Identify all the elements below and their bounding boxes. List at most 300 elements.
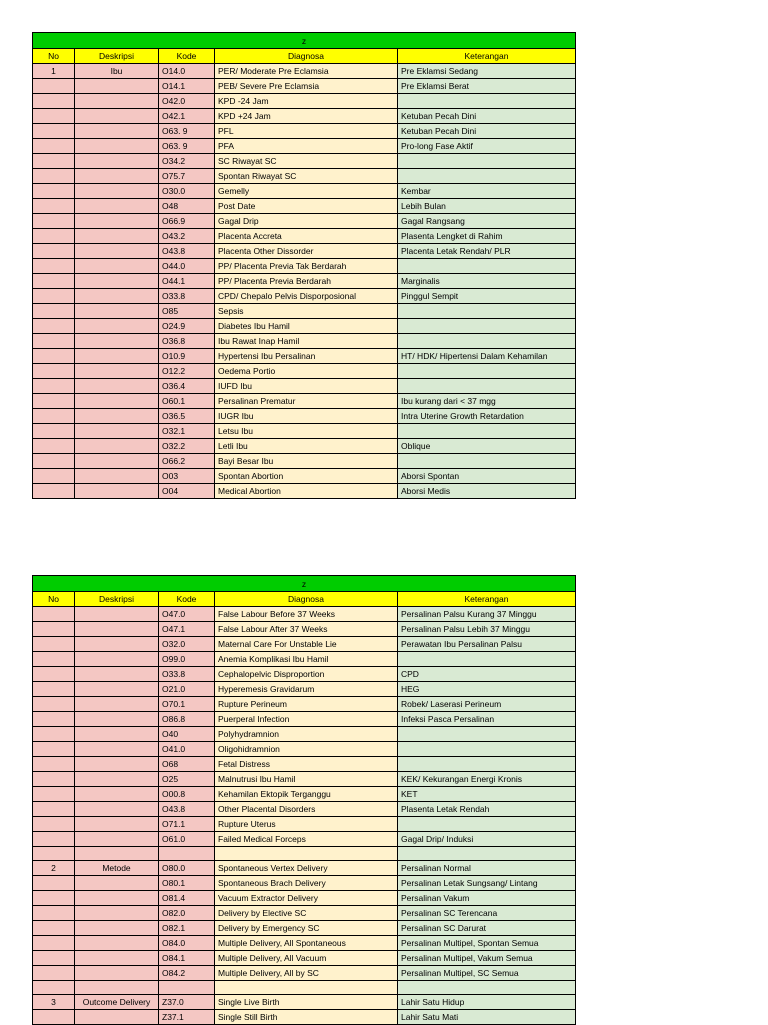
cell-keterangan: Placenta Letak Rendah/ PLR <box>398 244 576 259</box>
cell-diagnosa: Ibu Rawat Inap Hamil <box>215 334 398 349</box>
cell-kode: O24.9 <box>159 319 215 334</box>
table-row <box>33 154 576 169</box>
table-row <box>33 802 576 817</box>
table-row <box>33 409 576 424</box>
table-row <box>33 772 576 787</box>
cell-no <box>33 379 75 394</box>
cell-diagnosa: KPD -24 Jam <box>215 94 398 109</box>
cell-keterangan: Robek/ Laserasi Perineum <box>398 697 576 712</box>
cell-keterangan <box>398 454 576 469</box>
cell-keterangan: Persalinan Multipel, SC Semua <box>398 966 576 981</box>
table-row <box>33 94 576 109</box>
cell-deskripsi <box>75 454 159 469</box>
cell-no <box>33 712 75 727</box>
cell-deskripsi <box>75 439 159 454</box>
table-row <box>33 229 576 244</box>
cell-kode: O33.8 <box>159 289 215 304</box>
cell-keterangan <box>398 742 576 757</box>
table-row <box>33 139 576 154</box>
cell-deskripsi <box>75 319 159 334</box>
header-diagnosa: Diagnosa <box>215 49 398 64</box>
cell-kode <box>159 981 215 995</box>
cell-no <box>33 772 75 787</box>
table-row <box>33 439 576 454</box>
table-row <box>33 861 576 876</box>
cell-kode: O32.0 <box>159 637 215 652</box>
table-row <box>33 334 576 349</box>
cell-keterangan <box>398 94 576 109</box>
cell-deskripsi <box>75 79 159 94</box>
cell-keterangan <box>398 817 576 832</box>
cell-deskripsi <box>75 364 159 379</box>
cell-deskripsi <box>75 832 159 847</box>
cell-diagnosa: Spontaneous Brach Delivery <box>215 876 398 891</box>
cell-no <box>33 154 75 169</box>
cell-diagnosa: Spontan Riwayat SC <box>215 169 398 184</box>
cell-kode: O48 <box>159 199 215 214</box>
cell-kode: O99.0 <box>159 652 215 667</box>
table-row <box>33 394 576 409</box>
cell-deskripsi: Metode <box>75 861 159 876</box>
table-row <box>33 64 576 79</box>
cell-keterangan: Persalinan Palsu Lebih 37 Minggu <box>398 622 576 637</box>
table-row <box>33 622 576 637</box>
cell-keterangan: Lahir Satu Mati <box>398 1010 576 1025</box>
cell-deskripsi <box>75 469 159 484</box>
cell-kode: O21.0 <box>159 682 215 697</box>
cell-diagnosa <box>215 847 398 861</box>
cell-no <box>33 637 75 652</box>
table-header-row <box>33 592 576 607</box>
table-row <box>33 169 576 184</box>
table-row <box>33 79 576 94</box>
cell-kode: O42.0 <box>159 94 215 109</box>
cell-no <box>33 817 75 832</box>
cell-diagnosa: IUFD Ibu <box>215 379 398 394</box>
cell-diagnosa: Delivery by Emergency SC <box>215 921 398 936</box>
cell-deskripsi <box>75 424 159 439</box>
cell-diagnosa: Vacuum Extractor Delivery <box>215 891 398 906</box>
cell-no <box>33 304 75 319</box>
cell-deskripsi <box>75 409 159 424</box>
cell-keterangan: Persalinan SC Terencana <box>398 906 576 921</box>
cell-diagnosa: Hypertensi Ibu Persalinan <box>215 349 398 364</box>
cell-deskripsi <box>75 966 159 981</box>
cell-no <box>33 244 75 259</box>
cell-no <box>33 981 75 995</box>
table-row <box>33 274 576 289</box>
cell-no <box>33 109 75 124</box>
cell-kode: O68 <box>159 757 215 772</box>
cell-kode: O70.1 <box>159 697 215 712</box>
cell-kode: Z37.1 <box>159 1010 215 1025</box>
cell-keterangan: Plasenta Letak Rendah <box>398 802 576 817</box>
cell-keterangan: Persalinan Palsu Kurang 37 Minggu <box>398 607 576 622</box>
cell-no <box>33 607 75 622</box>
cell-kode: O00.8 <box>159 787 215 802</box>
cell-diagnosa: Multiple Delivery, All by SC <box>215 966 398 981</box>
cell-keterangan <box>398 364 576 379</box>
cell-keterangan: Pinggul Sempit <box>398 289 576 304</box>
cell-diagnosa: PER/ Moderate Pre Eclamsia <box>215 64 398 79</box>
cell-diagnosa: Delivery by Elective SC <box>215 906 398 921</box>
header-diagnosa: Diagnosa <box>215 592 398 607</box>
table-row <box>33 981 576 995</box>
cell-kode: O82.0 <box>159 906 215 921</box>
table-row <box>33 484 576 499</box>
cell-no <box>33 936 75 951</box>
cell-keterangan: HT/ HDK/ Hipertensi Dalam Kehamilan <box>398 349 576 364</box>
cell-keterangan: Infeksi Pasca Persalinan <box>398 712 576 727</box>
cell-no <box>33 727 75 742</box>
header-keterangan: Keterangan <box>398 592 576 607</box>
cell-deskripsi <box>75 682 159 697</box>
cell-keterangan: Ibu kurang dari < 37 mgg <box>398 394 576 409</box>
cell-deskripsi <box>75 124 159 139</box>
table-title-row <box>33 33 576 49</box>
cell-kode: O32.1 <box>159 424 215 439</box>
table-row <box>33 697 576 712</box>
table-title-row <box>33 576 576 592</box>
cell-keterangan: Ketuban Pecah Dini <box>398 109 576 124</box>
table-row <box>33 936 576 951</box>
cell-diagnosa: PFL <box>215 124 398 139</box>
header-no: No <box>33 592 75 607</box>
cell-no <box>33 259 75 274</box>
cell-deskripsi <box>75 742 159 757</box>
cell-diagnosa: Gagal Drip <box>215 214 398 229</box>
cell-no <box>33 906 75 921</box>
table-row <box>33 712 576 727</box>
table-row <box>33 184 576 199</box>
header-no: No <box>33 49 75 64</box>
cell-no <box>33 184 75 199</box>
cell-deskripsi <box>75 637 159 652</box>
table-row <box>33 289 576 304</box>
cell-diagnosa: Sepsis <box>215 304 398 319</box>
cell-diagnosa: PP/ Placenta Previa Berdarah <box>215 274 398 289</box>
cell-deskripsi <box>75 259 159 274</box>
cell-no: 3 <box>33 995 75 1010</box>
cell-deskripsi <box>75 484 159 499</box>
cell-no <box>33 622 75 637</box>
cell-deskripsi <box>75 802 159 817</box>
cell-deskripsi <box>75 787 159 802</box>
cell-deskripsi <box>75 772 159 787</box>
cell-no <box>33 951 75 966</box>
cell-deskripsi <box>75 921 159 936</box>
table-row <box>33 607 576 622</box>
cell-keterangan: Intra Uterine Growth Retardation <box>398 409 576 424</box>
diagnosis-table-2 <box>32 575 576 1025</box>
cell-no <box>33 289 75 304</box>
cell-deskripsi <box>75 817 159 832</box>
header-kode: Kode <box>159 49 215 64</box>
cell-kode: O03 <box>159 469 215 484</box>
cell-no <box>33 79 75 94</box>
cell-kode: O60.1 <box>159 394 215 409</box>
table-row <box>33 304 576 319</box>
table-row <box>33 891 576 906</box>
cell-diagnosa: Maternal Care For Unstable Lie <box>215 637 398 652</box>
cell-diagnosa: Letli Ibu <box>215 439 398 454</box>
cell-deskripsi <box>75 1010 159 1025</box>
cell-kode: O43.8 <box>159 802 215 817</box>
cell-deskripsi <box>75 936 159 951</box>
cell-kode: O12.2 <box>159 364 215 379</box>
cell-keterangan: Perawatan Ibu Persalinan Palsu <box>398 637 576 652</box>
cell-diagnosa: Medical Abortion <box>215 484 398 499</box>
cell-kode: O30.0 <box>159 184 215 199</box>
cell-kode: O14.0 <box>159 64 215 79</box>
cell-diagnosa: Letsu Ibu <box>215 424 398 439</box>
cell-deskripsi <box>75 379 159 394</box>
cell-no: 2 <box>33 861 75 876</box>
cell-diagnosa: Bayi Besar Ibu <box>215 454 398 469</box>
table-row <box>33 951 576 966</box>
cell-keterangan <box>398 379 576 394</box>
cell-kode: O75.7 <box>159 169 215 184</box>
cell-kode: O43.8 <box>159 244 215 259</box>
cell-diagnosa: Gemelly <box>215 184 398 199</box>
cell-deskripsi <box>75 304 159 319</box>
cell-deskripsi <box>75 154 159 169</box>
cell-deskripsi <box>75 951 159 966</box>
cell-no <box>33 652 75 667</box>
cell-deskripsi: Ibu <box>75 64 159 79</box>
cell-deskripsi <box>75 169 159 184</box>
cell-keterangan <box>398 259 576 274</box>
table-row <box>33 757 576 772</box>
cell-diagnosa: Malnutrusi Ibu Hamil <box>215 772 398 787</box>
cell-diagnosa: Post Date <box>215 199 398 214</box>
cell-deskripsi <box>75 289 159 304</box>
cell-keterangan: Aborsi Medis <box>398 484 576 499</box>
cell-kode: O32.2 <box>159 439 215 454</box>
cell-kode: O25 <box>159 772 215 787</box>
cell-deskripsi <box>75 607 159 622</box>
cell-no <box>33 214 75 229</box>
table-row <box>33 906 576 921</box>
cell-kode: O63. 9 <box>159 124 215 139</box>
cell-kode: O84.2 <box>159 966 215 981</box>
cell-no <box>33 742 75 757</box>
cell-diagnosa: Fetal Distress <box>215 757 398 772</box>
cell-deskripsi <box>75 667 159 682</box>
cell-kode: O84.1 <box>159 951 215 966</box>
table-row <box>33 727 576 742</box>
table-title: z <box>33 576 576 592</box>
cell-kode: O47.0 <box>159 607 215 622</box>
cell-no <box>33 484 75 499</box>
cell-no <box>33 274 75 289</box>
table-row <box>33 817 576 832</box>
cell-deskripsi <box>75 139 159 154</box>
table-row <box>33 319 576 334</box>
cell-keterangan: Pre Eklamsi Sedang <box>398 64 576 79</box>
cell-diagnosa: Polyhydramnion <box>215 727 398 742</box>
cell-keterangan <box>398 424 576 439</box>
cell-no <box>33 349 75 364</box>
cell-keterangan <box>398 334 576 349</box>
table-title: z <box>33 33 576 49</box>
cell-diagnosa: CPD/ Chepalo Pelvis Disporposional <box>215 289 398 304</box>
header-deskripsi: Deskripsi <box>75 592 159 607</box>
cell-deskripsi <box>75 244 159 259</box>
cell-kode: O34.2 <box>159 154 215 169</box>
cell-no <box>33 319 75 334</box>
cell-kode: O33.8 <box>159 667 215 682</box>
cell-diagnosa: PFA <box>215 139 398 154</box>
table-row <box>33 244 576 259</box>
cell-keterangan <box>398 304 576 319</box>
cell-diagnosa: Multiple Delivery, All Spontaneous <box>215 936 398 951</box>
cell-no <box>33 667 75 682</box>
cell-kode: O63. 9 <box>159 139 215 154</box>
cell-kode: O80.1 <box>159 876 215 891</box>
table-row <box>33 921 576 936</box>
cell-kode: Z37.0 <box>159 995 215 1010</box>
table-row <box>33 876 576 891</box>
cell-diagnosa: Oedema Portio <box>215 364 398 379</box>
cell-kode: O10.9 <box>159 349 215 364</box>
cell-deskripsi <box>75 847 159 861</box>
cell-deskripsi <box>75 229 159 244</box>
cell-diagnosa: Failed Medical Forceps <box>215 832 398 847</box>
cell-keterangan: HEG <box>398 682 576 697</box>
cell-no <box>33 169 75 184</box>
cell-no <box>33 832 75 847</box>
table-row <box>33 259 576 274</box>
cell-diagnosa: Spontan Abortion <box>215 469 398 484</box>
table-row <box>33 682 576 697</box>
cell-deskripsi <box>75 727 159 742</box>
cell-no <box>33 439 75 454</box>
header-deskripsi: Deskripsi <box>75 49 159 64</box>
cell-keterangan: Plasenta Lengket di Rahim <box>398 229 576 244</box>
cell-deskripsi <box>75 697 159 712</box>
table-header-row <box>33 49 576 64</box>
cell-no <box>33 454 75 469</box>
cell-diagnosa: Cephalopelvic Disproportion <box>215 667 398 682</box>
table-row <box>33 995 576 1010</box>
cell-diagnosa: Placenta Other Dissorder <box>215 244 398 259</box>
cell-diagnosa: Rupture Perineum <box>215 697 398 712</box>
cell-no <box>33 802 75 817</box>
cell-kode: O80.0 <box>159 861 215 876</box>
cell-deskripsi <box>75 981 159 995</box>
cell-kode: O81.4 <box>159 891 215 906</box>
cell-keterangan: Persalinan Letak Sungsang/ Lintang <box>398 876 576 891</box>
cell-keterangan: Gagal Rangsang <box>398 214 576 229</box>
cell-no <box>33 334 75 349</box>
table-row <box>33 364 576 379</box>
table-row <box>33 379 576 394</box>
cell-keterangan <box>398 981 576 995</box>
cell-diagnosa: PP/ Placenta Previa Tak Berdarah <box>215 259 398 274</box>
cell-deskripsi <box>75 334 159 349</box>
cell-no <box>33 124 75 139</box>
cell-deskripsi <box>75 199 159 214</box>
cell-diagnosa: Kehamilan Ektopik Terganggu <box>215 787 398 802</box>
cell-kode: O86.8 <box>159 712 215 727</box>
cell-deskripsi <box>75 652 159 667</box>
cell-no <box>33 94 75 109</box>
cell-keterangan: Persalinan Vakum <box>398 891 576 906</box>
cell-no <box>33 847 75 861</box>
table-row <box>33 832 576 847</box>
cell-diagnosa: Spontaneous Vertex Delivery <box>215 861 398 876</box>
cell-no <box>33 787 75 802</box>
cell-deskripsi <box>75 94 159 109</box>
cell-deskripsi <box>75 394 159 409</box>
cell-keterangan <box>398 652 576 667</box>
cell-keterangan <box>398 319 576 334</box>
cell-keterangan: KET <box>398 787 576 802</box>
cell-no <box>33 394 75 409</box>
cell-diagnosa: Puerperal Infection <box>215 712 398 727</box>
table-row <box>33 787 576 802</box>
cell-keterangan: Oblique <box>398 439 576 454</box>
table-row <box>33 847 576 861</box>
cell-keterangan <box>398 169 576 184</box>
cell-diagnosa: IUGR Ibu <box>215 409 398 424</box>
cell-no <box>33 364 75 379</box>
header-kode: Kode <box>159 592 215 607</box>
cell-diagnosa: Anemia Komplikasi Ibu Hamil <box>215 652 398 667</box>
cell-keterangan: CPD <box>398 667 576 682</box>
cell-no <box>33 469 75 484</box>
table-row <box>33 424 576 439</box>
cell-keterangan: Kembar <box>398 184 576 199</box>
cell-kode: O66.9 <box>159 214 215 229</box>
cell-no <box>33 1010 75 1025</box>
cell-keterangan: Aborsi Spontan <box>398 469 576 484</box>
cell-kode: O84.0 <box>159 936 215 951</box>
table-row <box>33 667 576 682</box>
cell-keterangan: KEK/ Kekurangan Energi Kronis <box>398 772 576 787</box>
cell-keterangan: Persalinan Multipel, Vakum Semua <box>398 951 576 966</box>
table-row <box>33 742 576 757</box>
cell-keterangan <box>398 757 576 772</box>
cell-diagnosa <box>215 981 398 995</box>
cell-kode: O04 <box>159 484 215 499</box>
cell-diagnosa: Other Placental Disorders <box>215 802 398 817</box>
cell-no <box>33 757 75 772</box>
cell-kode: O40 <box>159 727 215 742</box>
cell-diagnosa: Diabetes Ibu Hamil <box>215 319 398 334</box>
cell-keterangan: Persalinan Normal <box>398 861 576 876</box>
header-keterangan: Keterangan <box>398 49 576 64</box>
cell-no <box>33 682 75 697</box>
cell-deskripsi <box>75 712 159 727</box>
cell-deskripsi <box>75 274 159 289</box>
cell-no <box>33 697 75 712</box>
cell-keterangan: Marginalis <box>398 274 576 289</box>
cell-kode: O14.1 <box>159 79 215 94</box>
table-row <box>33 214 576 229</box>
cell-no <box>33 199 75 214</box>
cell-no <box>33 966 75 981</box>
table-row <box>33 637 576 652</box>
cell-keterangan: Pre Eklamsi Berat <box>398 79 576 94</box>
cell-deskripsi: Outcome Delivery <box>75 995 159 1010</box>
cell-deskripsi <box>75 349 159 364</box>
cell-diagnosa: Single Live Birth <box>215 995 398 1010</box>
cell-no <box>33 891 75 906</box>
cell-diagnosa: Persalinan Prematur <box>215 394 398 409</box>
cell-kode: O85 <box>159 304 215 319</box>
